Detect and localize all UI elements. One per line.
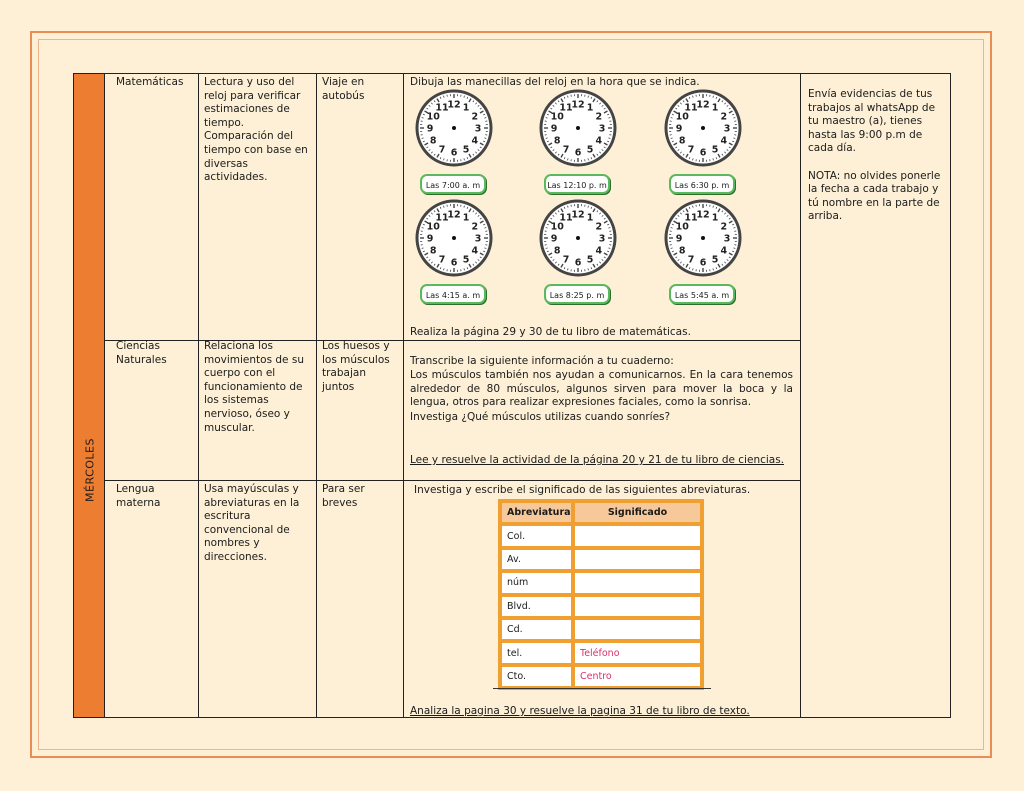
abbr-cell: Blvd. bbox=[500, 595, 573, 618]
svg-text:2: 2 bbox=[471, 111, 479, 123]
svg-text:1: 1 bbox=[711, 212, 719, 224]
svg-text:2: 2 bbox=[720, 111, 728, 123]
svg-text:10: 10 bbox=[550, 221, 564, 233]
svg-text:1: 1 bbox=[462, 212, 470, 224]
activity-body-science: Los músculos también nos ayudan a comunicarnos. En la cara tenemos alrededor de 80 músculos, algunos sirven para mover la boca y la lengua, otros para realizar expresiones faciales, como la sonrisa. bbox=[410, 369, 793, 409]
subject-science: Ciencias Naturales bbox=[116, 340, 167, 366]
svg-text:4: 4 bbox=[720, 245, 728, 257]
svg-text:6: 6 bbox=[450, 257, 458, 269]
clock-face-icon bbox=[414, 88, 494, 168]
activity-footer-language: Analiza la pagina 30 y resuelve la pagina 31 de tu libro de texto. bbox=[410, 705, 750, 717]
svg-text:12: 12 bbox=[696, 99, 710, 111]
learning-math: Lectura y uso del reloj para verificar estimaciones de tiempo. Comparación del tiempo con base en diversas actividades. bbox=[204, 76, 308, 184]
svg-text:4: 4 bbox=[595, 245, 603, 257]
svg-text:6: 6 bbox=[574, 257, 582, 269]
svg-text:2: 2 bbox=[595, 221, 603, 233]
clock-time-label: Las 12:10 p. m bbox=[544, 174, 610, 194]
svg-text:4: 4 bbox=[471, 135, 479, 147]
day-band bbox=[74, 74, 105, 717]
abbr-cell: Cto. bbox=[500, 665, 573, 688]
row-divider bbox=[104, 480, 800, 481]
clock-exercise bbox=[538, 88, 618, 200]
svg-text:5: 5 bbox=[462, 254, 470, 266]
topic-language: Para ser breves bbox=[322, 483, 365, 509]
clock-face-icon bbox=[663, 88, 743, 168]
subject-math: Matemáticas bbox=[116, 76, 184, 88]
svg-text:11: 11 bbox=[559, 212, 573, 224]
svg-text:3: 3 bbox=[723, 123, 731, 135]
svg-text:10: 10 bbox=[426, 111, 440, 123]
svg-text:6: 6 bbox=[699, 147, 707, 159]
svg-text:11: 11 bbox=[684, 212, 698, 224]
day-label: MÉRCOLES bbox=[83, 438, 97, 502]
learning-language: Usa mayúsculas y abreviaturas en la escritura convencional de nombres y direcciones. bbox=[204, 483, 300, 563]
meaning-cell[interactable] bbox=[573, 524, 702, 547]
clock-face-icon bbox=[414, 198, 494, 278]
svg-text:9: 9 bbox=[550, 233, 558, 245]
svg-text:6: 6 bbox=[699, 257, 707, 269]
clock-time-label: Las 7:00 a. m bbox=[420, 174, 486, 194]
svg-text:7: 7 bbox=[562, 254, 570, 266]
svg-text:4: 4 bbox=[720, 135, 728, 147]
table-header-row bbox=[500, 501, 702, 524]
activity-footer-math: Realiza la página 29 y 30 de tu libro de matemáticas. bbox=[410, 326, 691, 338]
clock-time-label: Las 5:45 a. m bbox=[669, 284, 735, 304]
table-row bbox=[500, 618, 702, 641]
svg-text:8: 8 bbox=[553, 245, 561, 257]
svg-text:11: 11 bbox=[435, 212, 449, 224]
svg-text:7: 7 bbox=[438, 144, 446, 156]
table-row bbox=[500, 524, 702, 547]
abbr-cell: Col. bbox=[500, 524, 573, 547]
clock-face-icon bbox=[538, 88, 618, 168]
svg-text:12: 12 bbox=[571, 99, 585, 111]
svg-text:4: 4 bbox=[595, 135, 603, 147]
svg-text:2: 2 bbox=[595, 111, 603, 123]
activity-intro-math: Dibuja las manecillas del reloj en la hora que se indica. bbox=[410, 76, 700, 88]
activity-footer-science: Lee y resuelve la actividad de la página 20 y 21 de tu libro de ciencias. bbox=[410, 454, 785, 466]
abbr-cell: Av. bbox=[500, 548, 573, 571]
meaning-cell[interactable] bbox=[573, 571, 702, 594]
svg-text:5: 5 bbox=[711, 144, 719, 156]
clock-time-label: Las 8:25 p. m bbox=[544, 284, 610, 304]
meaning-cell[interactable] bbox=[573, 595, 702, 618]
svg-text:9: 9 bbox=[426, 123, 434, 135]
svg-text:2: 2 bbox=[720, 221, 728, 233]
abbr-cell: tel. bbox=[500, 641, 573, 664]
table-row bbox=[500, 571, 702, 594]
table-row bbox=[500, 548, 702, 571]
clock-exercise bbox=[663, 88, 743, 200]
svg-text:8: 8 bbox=[678, 135, 686, 147]
subject-language: Lengua materna bbox=[116, 483, 161, 509]
svg-text:1: 1 bbox=[586, 212, 594, 224]
topic-science: Los huesos y los músculos trabajan juntos bbox=[322, 340, 390, 393]
svg-text:4: 4 bbox=[471, 245, 479, 257]
svg-text:1: 1 bbox=[586, 102, 594, 114]
svg-text:9: 9 bbox=[550, 123, 558, 135]
meaning-cell[interactable] bbox=[573, 548, 702, 571]
abbr-cell: núm bbox=[500, 571, 573, 594]
clock-time-label: Las 4:15 a. m bbox=[420, 284, 486, 304]
svg-text:11: 11 bbox=[559, 102, 573, 114]
svg-text:8: 8 bbox=[429, 135, 437, 147]
table-underline bbox=[493, 688, 711, 689]
svg-text:10: 10 bbox=[675, 221, 689, 233]
svg-text:6: 6 bbox=[574, 147, 582, 159]
svg-text:12: 12 bbox=[696, 209, 710, 221]
meaning-cell[interactable] bbox=[573, 618, 702, 641]
notes-text: Envía evidencias de tus trabajos al whatsApp de tu maestro (a), tienes hasta las 9:00 p.m de cada día. NOTA: no olvides ponerle la fecha a cada trabajo y tú nombre en la parte de arriba. bbox=[808, 88, 941, 223]
svg-text:11: 11 bbox=[684, 102, 698, 114]
clock-exercise bbox=[663, 198, 743, 310]
svg-text:9: 9 bbox=[426, 233, 434, 245]
abbreviations-table bbox=[498, 499, 704, 690]
svg-text:5: 5 bbox=[586, 254, 594, 266]
svg-text:1: 1 bbox=[711, 102, 719, 114]
header-abbreviation: Abreviatura bbox=[500, 501, 573, 524]
svg-text:9: 9 bbox=[675, 123, 683, 135]
svg-text:3: 3 bbox=[598, 233, 606, 245]
clock-exercise bbox=[538, 198, 618, 310]
svg-text:1: 1 bbox=[462, 102, 470, 114]
svg-text:12: 12 bbox=[447, 99, 461, 111]
svg-text:8: 8 bbox=[678, 245, 686, 257]
clock-exercise bbox=[414, 88, 494, 200]
activity-intro-language: Investiga y escribe el significado de las siguientes abreviaturas. bbox=[414, 484, 751, 496]
svg-text:5: 5 bbox=[711, 254, 719, 266]
clock-face-icon bbox=[663, 198, 743, 278]
svg-text:3: 3 bbox=[474, 233, 482, 245]
svg-text:10: 10 bbox=[550, 111, 564, 123]
svg-text:2: 2 bbox=[471, 221, 479, 233]
clock-face-icon bbox=[538, 198, 618, 278]
column-divider bbox=[316, 74, 317, 717]
svg-text:9: 9 bbox=[675, 233, 683, 245]
table-row bbox=[500, 665, 702, 688]
column-divider bbox=[198, 74, 199, 717]
clock-exercise bbox=[414, 198, 494, 310]
svg-text:5: 5 bbox=[586, 144, 594, 156]
svg-text:8: 8 bbox=[553, 135, 561, 147]
svg-text:10: 10 bbox=[675, 111, 689, 123]
svg-text:7: 7 bbox=[562, 144, 570, 156]
abbr-cell: Cd. bbox=[500, 618, 573, 641]
learning-science: Relaciona los movimientos de su cuerpo con el funcionamiento de los sistemas nervioso, óseo y muscular. bbox=[204, 340, 304, 434]
svg-text:7: 7 bbox=[438, 254, 446, 266]
svg-text:7: 7 bbox=[687, 144, 695, 156]
svg-text:3: 3 bbox=[723, 233, 731, 245]
meaning-cell[interactable]: Centro bbox=[573, 665, 702, 688]
svg-text:3: 3 bbox=[474, 123, 482, 135]
column-divider bbox=[800, 74, 801, 717]
svg-text:5: 5 bbox=[462, 144, 470, 156]
svg-text:12: 12 bbox=[571, 209, 585, 221]
column-divider bbox=[403, 74, 404, 717]
svg-text:10: 10 bbox=[426, 221, 440, 233]
clock-time-label: Las 6:30 p. m bbox=[669, 174, 735, 194]
meaning-cell[interactable]: Teléfono bbox=[573, 641, 702, 664]
activity-question-science: Investiga ¿Qué músculos utilizas cuando sonríes? bbox=[410, 411, 671, 423]
header-meaning: Significado bbox=[573, 501, 702, 524]
svg-text:6: 6 bbox=[450, 147, 458, 159]
topic-math: Viaje en autobús bbox=[322, 76, 365, 102]
table-row bbox=[500, 595, 702, 618]
svg-text:7: 7 bbox=[687, 254, 695, 266]
svg-text:11: 11 bbox=[435, 102, 449, 114]
table-row bbox=[500, 641, 702, 664]
svg-text:3: 3 bbox=[598, 123, 606, 135]
activity-intro-science: Transcribe la siguiente información a tu cuaderno: bbox=[410, 355, 674, 367]
svg-text:12: 12 bbox=[447, 209, 461, 221]
svg-text:8: 8 bbox=[429, 245, 437, 257]
